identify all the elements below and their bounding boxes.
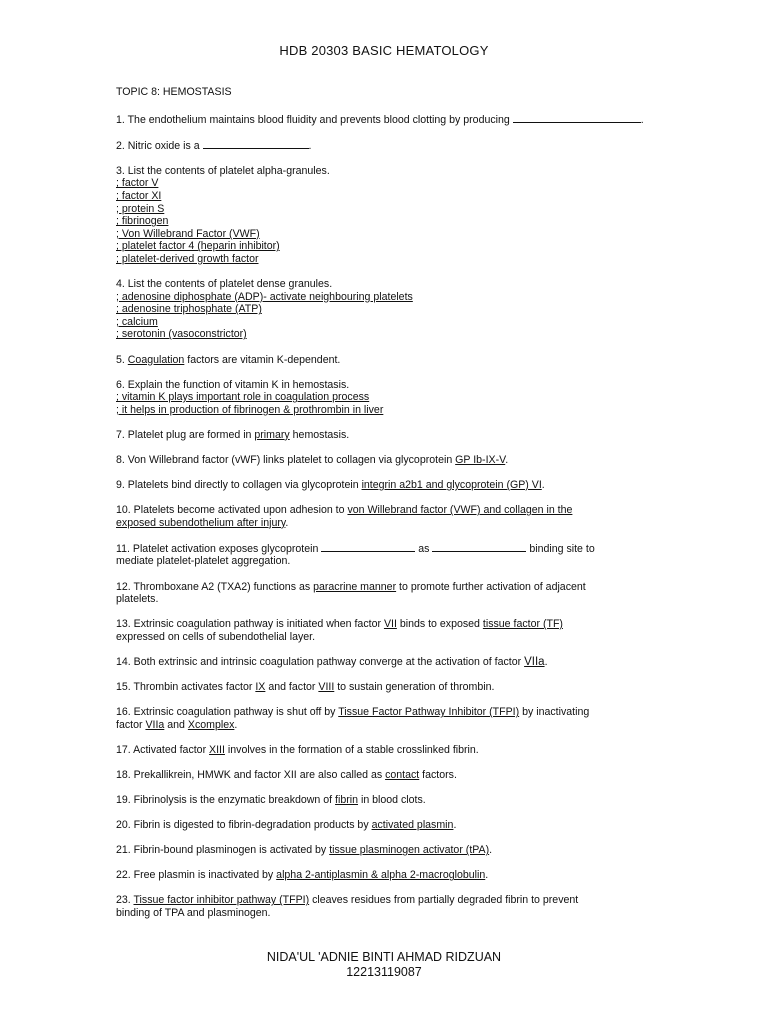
question-10: 10. Platelets become activated upon adhesion to von Willebrand factor (VWF) and collagen in the exposed subendothelium after injury. xyxy=(116,504,573,529)
answer-text: von Willebrand factor (VWF) and collagen in the xyxy=(347,504,573,517)
answer-line: ; adenosine diphosphate (ADP)- activate neighbouring platelets xyxy=(116,290,413,303)
answer-text: Xcomplex xyxy=(187,718,235,731)
answer-line: ; factor XI xyxy=(116,189,162,202)
answer-text: Tissue Factor Pathway Inhibitor (TFPI) xyxy=(338,706,520,719)
answer-line: ; adenosine triphosphate (ATP) xyxy=(116,303,262,316)
answer-line: ; serotonin (vasoconstrictor) xyxy=(116,328,247,341)
answer-text: Tissue factor inhibitor pathway (TFPI) xyxy=(133,894,310,907)
answer-blank xyxy=(513,113,641,123)
question-18: 18. Prekallikrein, HMWK and factor XII are also called as contact factors. xyxy=(116,768,457,781)
question-8: 8. Von Willebrand factor (vWF) links platelet to collagen via glycoprotein GP Ib-IX-V. xyxy=(116,453,509,466)
question-6: 6. Explain the function of vitamin K in hemostasis. ; vitamin K plays important role in coagulation process ; it helps in production of fibrinogen & prothrombin in liver xyxy=(116,379,656,417)
answer-text: VIII xyxy=(318,681,335,693)
answer-text: tissue plasminogen activator (tPA) xyxy=(329,844,490,857)
question-11: 11. Platelet activation exposes glycoprotein as binding site to mediate platelet-platelet aggregation. xyxy=(116,542,595,568)
answer-text: VIIa xyxy=(145,718,165,731)
answer-line: ; factor V xyxy=(116,177,159,190)
answer-text: Coagulation xyxy=(127,353,185,366)
answer-line: ; platelet factor 4 (heparin inhibitor) xyxy=(116,240,280,253)
question-14: 14. Both extrinsic and intrinsic coagulation pathway converge at the activation of factor VIIa. xyxy=(116,655,548,668)
question-2: 2. Nitric oxide is a . xyxy=(116,139,312,152)
answer-text: primary xyxy=(254,428,290,441)
question-13: 13. Extrinsic coagulation pathway is initiated when factor VII binds to exposed tissue factor (TF) expressed on cells of subendothelial layer. xyxy=(116,618,563,643)
answer-text: GP Ib-IX-V xyxy=(455,453,506,466)
answer-line: ; vitamin K plays important role in coagulation process xyxy=(116,391,370,404)
answer-line: ; it helps in production of fibrinogen & prothrombin in liver xyxy=(116,403,384,416)
answer-text: VII xyxy=(383,618,397,631)
document-body xyxy=(116,86,656,932)
question-3: 3. List the contents of platelet alpha-granules. ; factor V ; factor XI ; protein S ; fibrinogen ; Von Willebrand Factor (VWF) ; platelet factor 4 (heparin inhibitor) ; platelet-derived growth factor xyxy=(116,165,656,266)
answer-text: integrin a2b1 and glycoprotein (GP) VI xyxy=(361,479,542,492)
topic-heading: TOPIC 8: HEMOSTASIS xyxy=(116,86,232,98)
answer-text: alpha 2-antiplasmin & alpha 2-macroglobulin xyxy=(276,869,486,882)
answer-text: paracrine manner xyxy=(313,580,397,593)
answer-line: ; platelet-derived growth factor xyxy=(116,252,259,265)
answer-text: activated plasmin xyxy=(371,819,454,832)
answer-line: ; Von Willebrand Factor (VWF) xyxy=(116,227,260,240)
answer-text: tissue factor (TF) xyxy=(482,618,563,631)
answer-blank xyxy=(321,542,415,552)
page-title: HDB 20303 BASIC HEMATOLOGY xyxy=(279,43,489,58)
answer-text: contact xyxy=(385,768,420,781)
question-15: 15. Thrombin activates factor IX and factor VIII to sustain generation of thrombin. xyxy=(116,681,495,693)
answer-blank xyxy=(432,542,526,552)
answer-line: ; fibrinogen xyxy=(116,215,169,228)
question-20: 20. Fibrin is digested to fibrin-degradation products by activated plasmin. xyxy=(116,819,457,832)
question-17: 17. Activated factor XIII involves in the formation of a stable crosslinked fibrin. xyxy=(116,743,479,756)
answer-text: fibrin xyxy=(335,793,359,806)
student-id: 12213119087 xyxy=(346,965,422,979)
student-name: NIDA'UL 'ADNIE BINTI AHMAD RIDZUAN xyxy=(266,950,502,964)
answer-text: IX xyxy=(255,681,266,693)
answer-line: ; calcium xyxy=(116,315,158,328)
page-footer xyxy=(0,950,768,980)
answer-text: VIIa xyxy=(524,655,545,668)
question-16: 16. Extrinsic coagulation pathway is shut off by Tissue Factor Pathway Inhibitor (TFPI) by inactivating factor VIIa and Xcomplex. xyxy=(116,706,590,731)
question-22: 22. Free plasmin is inactivated by alpha 2-antiplasmin & alpha 2-macroglobulin. xyxy=(116,869,489,882)
question-21: 21. Fibrin-bound plasminogen is activated by tissue plasminogen activator (tPA). xyxy=(116,844,493,857)
question-19: 19. Fibrinolysis is the enzymatic breakdown of fibrin in blood clots. xyxy=(116,793,426,806)
answer-blank xyxy=(203,139,309,149)
answer-text: exposed subendothelium after injury xyxy=(116,516,286,529)
question-12: 12. Thromboxane A2 (TXA2) functions as paracrine manner to promote further activation of adjacent platelets. xyxy=(116,580,586,606)
question-9: 9. Platelets bind directly to collagen via glycoprotein integrin a2b1 and glycoprotein (GP) VI. xyxy=(116,479,545,492)
question-5: 5. Coagulation factors are vitamin K-dependent. xyxy=(116,353,341,366)
answer-text: XIII xyxy=(209,743,225,756)
question-7: 7. Platelet plug are formed in primary hemostasis. xyxy=(116,428,350,441)
question-1: 1. The endothelium maintains blood fluidity and prevents blood clotting by producing . xyxy=(116,113,644,126)
answer-line: ; protein S xyxy=(116,202,165,215)
question-23: 23. Tissue factor inhibitor pathway (TFPI) cleaves residues from partially degraded fibrin to prevent binding of TPA and plasminogen. xyxy=(116,894,579,919)
question-4: 4. List the contents of platelet dense granules. ; adenosine diphosphate (ADP)- activate neighbouring platelets ; adenosine triphosphate (ATP) ; calcium ; serotonin (vasoconstrictor) xyxy=(116,278,656,341)
